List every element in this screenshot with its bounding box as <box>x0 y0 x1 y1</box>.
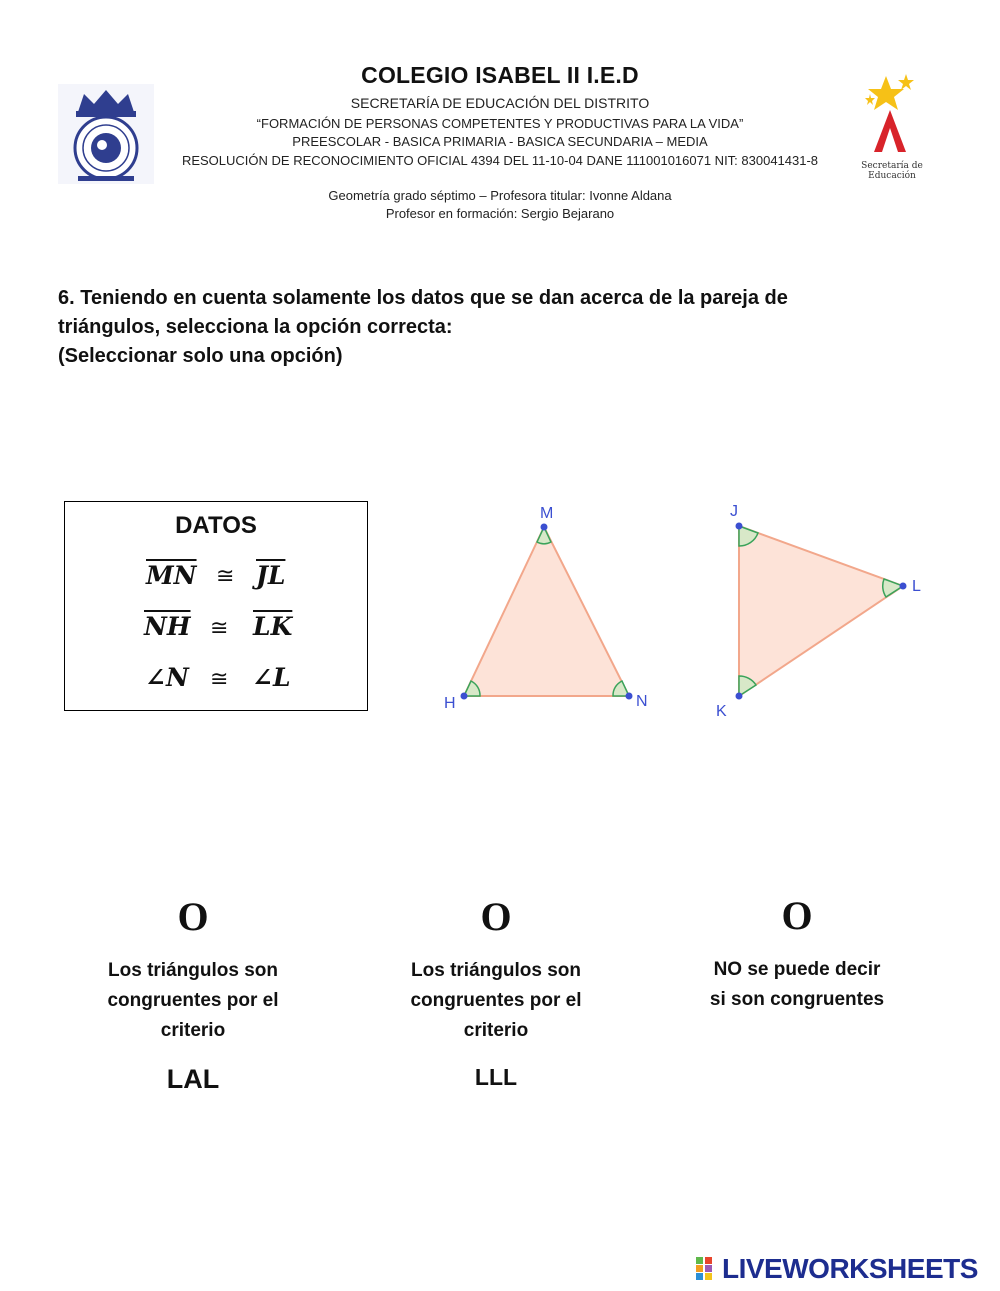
label-m: M <box>540 505 554 522</box>
label-j: J <box>730 503 738 520</box>
label-l: L <box>912 578 921 595</box>
triangle-mhn <box>464 527 629 696</box>
motto-line: “FORMACIÓN DE PERSONAS COMPETENTES Y PRODUCTIVAS PARA LA VIDA” <box>256 116 744 131</box>
option-2-line-1: Los triángulos son <box>411 960 581 981</box>
option-3-line-1: NO se puede decir <box>713 959 881 980</box>
question-line-2: triángulos, selecciona la opción correcta: <box>58 316 453 338</box>
datos-title: DATOS <box>175 512 257 539</box>
datos-row-3-cong: ≅ <box>210 667 229 692</box>
school-name: COLEGIO ISABEL II I.E.D <box>361 62 639 88</box>
point-l <box>900 583 907 590</box>
option-1-criterion: LAL <box>166 1064 220 1094</box>
datos-row-1-cong: ≅ <box>216 564 235 589</box>
option-1-text <box>73 956 313 1046</box>
question-line-3: (Seleccionar solo una opción) <box>58 345 343 367</box>
option-3-text <box>677 955 917 1015</box>
trainee-line: Profesor en formación: Sergio Bejarano <box>385 206 615 221</box>
label-h: H <box>444 695 456 712</box>
point-n <box>626 693 633 700</box>
option-2-radio[interactable]: O <box>480 894 512 939</box>
secretaria-line: SECRETARÍA DE EDUCACIÓN DEL DISTRITO <box>350 95 650 111</box>
point-m <box>541 524 548 531</box>
datos-row-1-right: $\overline{JL}$ <box>256 561 286 590</box>
liveworksheets-icon <box>696 1256 722 1282</box>
liveworksheets-brand: LIVEWORKSHEETS <box>722 1253 978 1284</box>
point-h <box>461 693 468 700</box>
datos-row-2-right: $\overline{LK}$ <box>253 612 293 641</box>
triangle-jlk <box>739 526 903 696</box>
option-1-line-2: congruentes por el <box>107 990 279 1011</box>
liveworksheets-footer <box>696 1254 978 1284</box>
option-1-line-3: criterio <box>160 1020 226 1041</box>
levels-line: PREESCOLAR - BASICA PRIMARIA - BASICA SECUNDARIA – MEDIA <box>292 134 708 149</box>
option-2-criterion: LLL <box>474 1064 518 1090</box>
datos-row-2-cong: ≅ <box>210 616 229 641</box>
question-line-1: 6. Teniendo en cuenta solamente los datos que se dan acerca de la pareja de <box>58 287 788 309</box>
option-2-line-3: criterio <box>463 1020 529 1041</box>
label-n: N <box>636 693 648 710</box>
secretaria-logo-caption: Secretaría de Educación <box>861 161 923 181</box>
resolution-line: RESOLUCIÓN DE RECONOCIMIENTO OFICIAL 4394 DEL 11-10-04 DANE 111001016071 NIT: 830041431-8 <box>181 153 819 168</box>
angle-arc-l <box>883 579 903 597</box>
datos-row-1-left: $\overline{MN}$ <box>146 561 197 590</box>
question-text <box>58 284 938 371</box>
triangles-figure <box>400 490 960 730</box>
course-line: Geometría grado séptimo – Profesora titular: Ivonne Aldana <box>328 188 672 203</box>
option-2-line-2: congruentes por el <box>410 990 582 1011</box>
option-3-line-2: si son congruentes <box>709 989 885 1010</box>
option-2-text <box>376 956 616 1046</box>
datos-row-3-right: ∠L <box>252 663 291 692</box>
option-3-radio[interactable]: O <box>781 893 813 938</box>
datos-row-2-left: $\overline{NH}$ <box>144 612 191 641</box>
point-k <box>736 693 743 700</box>
label-k: K <box>716 703 727 720</box>
datos-row-3-left: ∠N <box>145 663 189 692</box>
option-1-line-1: Los triángulos son <box>108 960 278 981</box>
point-j <box>736 523 743 530</box>
option-1-radio[interactable]: O <box>177 894 209 939</box>
